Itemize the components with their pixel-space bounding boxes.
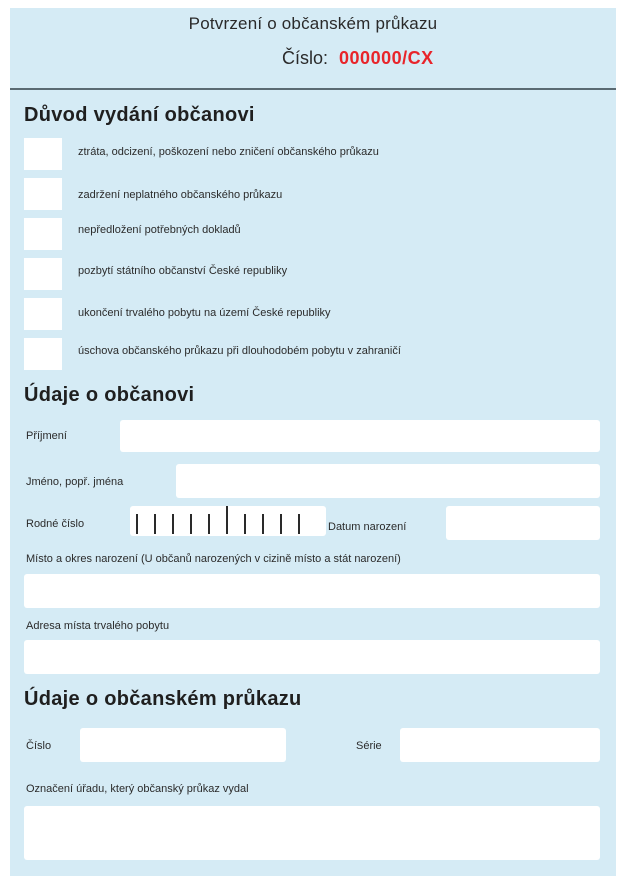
digit-separator xyxy=(262,514,264,534)
reason-checkbox-1[interactable] xyxy=(24,138,62,170)
card-number-label: Číslo xyxy=(26,740,52,752)
birth-number-label: Rodné číslo xyxy=(26,518,85,530)
reason-checkbox-3[interactable] xyxy=(24,218,62,250)
reason-label-3: nepředložení potřebných dokladů xyxy=(78,224,241,236)
id-card-confirmation-form xyxy=(10,8,616,876)
reason-label-5: ukončení trvalého pobytu na území České republiky xyxy=(78,307,331,319)
given-names-label: Jméno, popř. jména xyxy=(26,476,124,488)
reason-label-6: úschova občanského průkazu při dlouhodobém pobytu v zahraničí xyxy=(78,345,401,357)
surname-field[interactable] xyxy=(120,420,600,452)
birth-number-field[interactable] xyxy=(130,506,326,536)
card-series-field[interactable] xyxy=(400,728,600,762)
digit-separator xyxy=(244,514,246,534)
given-names-field[interactable] xyxy=(176,464,600,498)
birthplace-field[interactable] xyxy=(24,574,600,608)
form-title: Potvrzení o občanském průkazu xyxy=(188,14,438,33)
digit-separator xyxy=(136,514,138,534)
reason-checkbox-6[interactable] xyxy=(24,338,62,370)
form-header xyxy=(10,8,616,88)
address-label: Adresa místa trvalého pobytu xyxy=(26,620,170,632)
reason-checkbox-4[interactable] xyxy=(24,258,62,290)
document-number-row xyxy=(282,48,434,69)
birth-date-label: Datum narození xyxy=(328,521,407,533)
issuing-authority-field[interactable] xyxy=(24,806,600,860)
reason-label-2: zadržení neplatného občanského průkazu xyxy=(78,189,283,201)
digit-separator xyxy=(298,514,300,534)
card-number-field[interactable] xyxy=(80,728,286,762)
reason-label-4: pozbytí státního občanství České republiky xyxy=(78,265,288,277)
document-number-value: 000000/CX xyxy=(339,48,434,68)
birth-date-field[interactable] xyxy=(446,506,600,540)
digit-separator xyxy=(190,514,192,534)
citizen-section-heading: Údaje o občanovi xyxy=(24,384,195,406)
digit-separator xyxy=(154,514,156,534)
surname-label: Příjmení xyxy=(26,430,67,442)
issuing-authority-label: Označení úřadu, který občanský průkaz vydal xyxy=(26,783,249,795)
reason-checkbox-5[interactable] xyxy=(24,298,62,330)
card-series-label: Série xyxy=(356,740,382,752)
birth-number-slash-divider xyxy=(226,506,228,534)
document-number-label: Číslo: xyxy=(282,48,329,68)
reason-label-1: ztráta, odcizení, poškození nebo zničení občanského průkazu xyxy=(78,146,379,158)
card-section-heading: Údaje o občanském průkazu xyxy=(24,688,302,710)
reason-section-heading: Důvod vydání občanovi xyxy=(24,104,255,126)
header-divider xyxy=(10,88,616,90)
address-field[interactable] xyxy=(24,640,600,674)
reason-checkbox-2[interactable] xyxy=(24,178,62,210)
digit-separator xyxy=(208,514,210,534)
birthplace-label: Místo a okres narození (U občanů narozených v cizině místo a stát narození) xyxy=(26,553,401,565)
digit-separator xyxy=(280,514,282,534)
digit-separator xyxy=(172,514,174,534)
